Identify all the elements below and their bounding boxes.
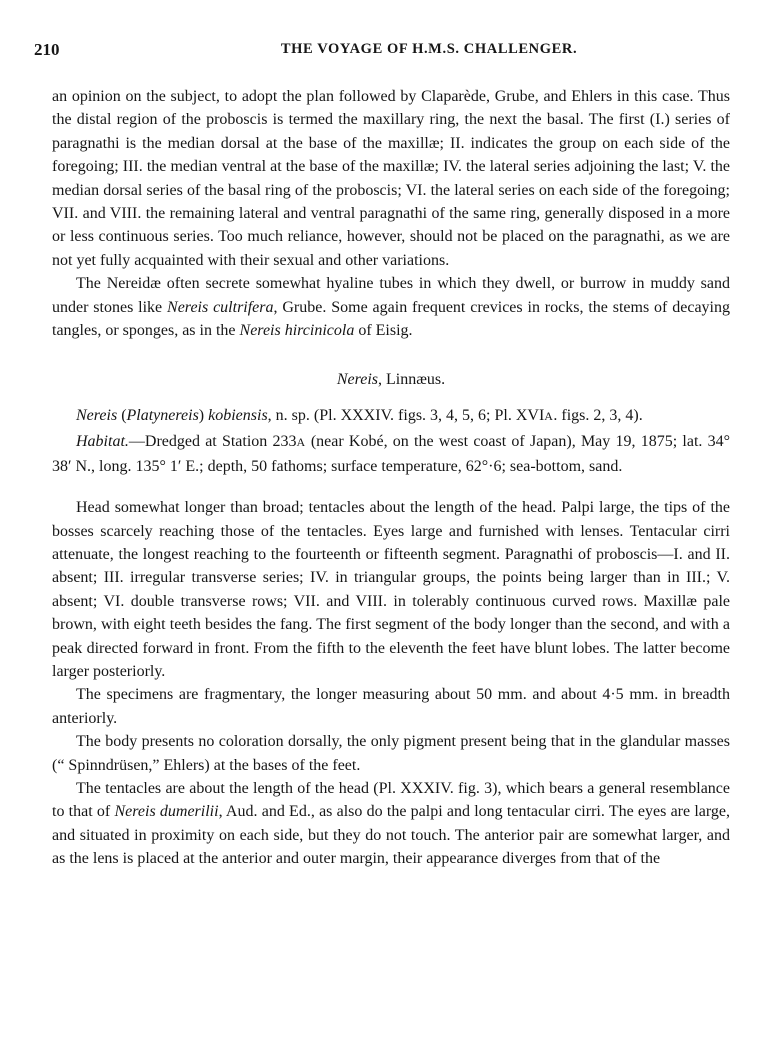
paragraph-tentacles: The tentacles are about the length of the head (Pl. XXXIV. fig. 3), which bears a general resemblance to that of Nereis dumerilii, Aud. and Ed., as also do the palpi and long tentacular cirri. The eyes are large, and situated in proximity on each side, but they do not touch. The anterior pair are somewhat larger, and as the lens is placed at the anterior and outer margin, their appearance diverges from that of the <box>52 779 731 868</box>
page-header <box>34 40 734 64</box>
paragraph-specimens: The specimens are fragmentary, the longer measuring about 50 mm. and about 4·5 mm. in breadth anteriorly. <box>52 686 730 727</box>
paragraph-description: Head somewhat longer than broad; tentacles about the length of the head. Palpi large, the tips of the bosses scarcely reaching those of the tentacles. Eyes large and furnished with lenses. Tentacular cirri attenuate, the longest reaching to the fourteenth or fifteenth segment. Paragnathi of proboscis—I. and II. absent; III. irregular transverse series; IV. in triangular groups, the points being larger than in III.; V. absent; VI. double transverse rows; VII. and VIII. in tolerably continuous curved rows. Maxillæ pale brown, with eight teeth besides the fang. The first segment of the body longer than the second, and with a peak directed forward in front. From the fifth to the eleventh the feet have blunt lobes. The latter become larger posteriorly. <box>52 499 730 680</box>
page-number: 210 <box>34 40 60 59</box>
paragraph-coloration: The body presents no coloration dorsally, the only pigment present being that in the glandular masses (“ Spinndrüsen,” Ehlers) at the bases of the feet. <box>52 733 730 774</box>
habitat: Habitat.—Dredged at Station 233A (near Kobé, on the west coast of Japan), May 19, 1875; lat. 34° 38′ N., long. 135° 1′ E.; depth, 50 fathoms; surface temperature, 62°·6; sea-bottom, sand. <box>52 433 731 475</box>
species-title: Nereis (Platynereis) kobiensis, n. sp. (Pl. XXXIV. figs. 3, 4, 5, 6; Pl. XVIA. figs. 2, 3, 4). <box>76 406 643 424</box>
running-title: THE VOYAGE OF H.M.S. CHALLENGER. <box>280 41 578 57</box>
genus-heading: Nereis, Linnæus. <box>336 371 446 389</box>
body-text <box>52 85 730 871</box>
paragraph-2: The Nereidæ often secrete somewhat hyaline tubes in which they dwell, or burrow in muddy sand under stones like Nereis cultrifera, Grube. Some again frequent crevices in rocks, the stems of decaying tangles, or sponges, as in the Nereis hircinicola of Eisig. <box>52 275 730 340</box>
paragraph-1: an opinion on the subject, to adopt the plan followed by Claparède, Grube, and Ehlers in this case. Thus the distal region of the proboscis is termed the maxillary ring, the next the basal. The first (I.) series of paragnathi is the median dorsal at the base of the maxillæ; II. indicates the group on each side of the foregoing; III. the median ventral at the base of the maxillæ; IV. the lateral series adjoining the last; V. the median dorsal series of the basal ring of the proboscis; VI. the lateral series on each side of the foregoing; VII. and VIII. the remaining lateral and ventral paragnathi of the same ring, generally disposed in a more or less continuous series. Too much reliance, however, should not be placed on the paragnathi, as we are not yet fully acquainted with their sexual and other variations. <box>52 88 730 269</box>
